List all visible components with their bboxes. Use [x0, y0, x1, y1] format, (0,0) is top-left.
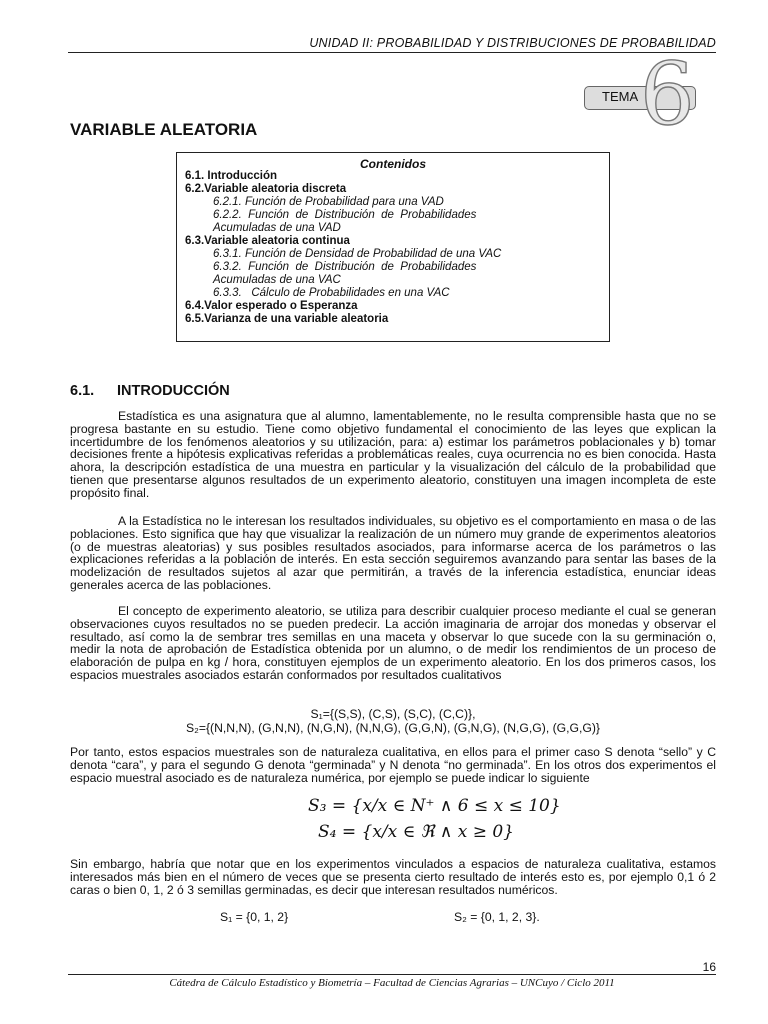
contents-box — [176, 152, 610, 342]
paragraph: Por tanto, estos espacios muestrales son de naturaleza cualitativa, en ellos para el primer caso S denota “sello” y C denota “cara”, y para el segundo G denota “germinada” y N denota “no germinada”. En los otros dos experimentos el espacio muestral asociado es de naturaleza numérica, por ejemplo se puede indicar lo siguiente — [70, 745, 716, 785]
section-title: INTRODUCCIÓN — [117, 383, 230, 399]
sample-space-s2: S₂={(N,N,N), (G,N,N), (N,G,N), (N,N,G), (G,G,N), (G,N,G), (N,G,G), (G,G,G)} — [185, 721, 600, 735]
toc-item: 6.4.Valor esperado o Esperanza — [185, 300, 358, 312]
toc-item: 6.2.Variable aleatoria discreta — [185, 183, 347, 195]
toc-item: 6.5.Varianza de una variable aleatoria — [185, 313, 389, 325]
paragraph: Sin embargo, habría que notar que en los experimentos vinculados a espacios de naturaleza cualitativa, estamos interesados más bien en el número de veces que se presenta cierto resultado de interés esto es, por ejemplo 0,1 ó 2 caras o bien 0, 1, 2 ó 3 semillas germinadas, es decir que interesan resultados numéricos. — [70, 857, 716, 897]
formula-s3: S₃ = {x/x ∈ N⁺ ∧ 6 ≤ x ≤ 10} — [308, 796, 561, 816]
paragraph: El concepto de experimento aleatorio, se utiliza para describir cualquier proceso mediante el cual se generan observaciones cuyos resultados no se pueden predecir. La acción imaginaria de arrojar dos monedas y observar el resultado, así como la de sembrar tres semillas en una maceta y observar lo que sucede con la su germinación o, medir la nota de aprobación de Estadística obtenida por un alumno, o de medir los rendimientos de un proceso de elaboración de pulpa en kg / hora, constituyen ejemplos de un experimento aleatorio. En los dos primeros casos, los espacios muestrales asociados estarán conformados por resultados cualitativos — [70, 604, 716, 682]
formula-s4: S₄ = {x/x ∈ ℜ ∧ x ≥ 0} — [318, 822, 514, 842]
toc-item: Acumuladas de una VAC — [213, 274, 341, 286]
section-heading — [70, 383, 230, 399]
running-header: UNIDAD II: PROBABILIDAD Y DISTRIBUCIONES DE PROBABILIDAD — [309, 36, 716, 50]
numeric-space-s2: S₂ = {0, 1, 2, 3}. — [454, 910, 540, 924]
section-number: 6.1. — [70, 383, 95, 399]
chapter-number-badge: 6 — [640, 45, 695, 145]
toc-item: 6.3.2. Función de Distribución de Probabilidades — [213, 261, 477, 273]
footer-text: Cátedra de Cálculo Estadístico y Biometría – Facultad de Ciencias Agrarias – UNCuyo / Ciclo 2011 — [169, 977, 615, 989]
toc-item: 6.2.1. Función de Probabilidad para una VAD — [213, 196, 444, 208]
paragraph: A la Estadística no le interesan los resultados individuales, su objetivo es el comportamiento en masa o de las poblaciones. Esto significa que hay que visualizar la realización de un número muy grande de experimentos aleatorios (o de muestras aleatorias) y sus posibles resultados asociados, para informarse acerca de los parámetros o las explicaciones referidas a la población de interés. En esta sección seguiremos avanzando para sentar las bases de la modelización de resultados sujetos al azar que permitirán, a través de la inferencia estadística, enunciar ideas generales acerca de las poblaciones. — [70, 514, 716, 592]
toc-item: Acumuladas de una VAD — [213, 222, 341, 234]
tema-label: TEMA — [602, 89, 639, 104]
toc-item: 6.3.1. Función de Densidad de Probabilidad de una VAC — [213, 248, 502, 260]
page-title: VARIABLE ALEATORIA — [70, 120, 258, 139]
toc-item: 6.1. Introducción — [185, 170, 278, 182]
paragraph: Estadística es una asignatura que al alumno, lamentablemente, no le resulta comprensible hasta que no se progresa bastante en su estudio. Tiene como objetivo fundamental el conocimiento de las leyes que explican la incertidumbre de los fenómenos aleatorios y su utilización, para: a) estimar los parámetros poblacionales y b) tomar decisiones frente a hipótesis explicativas referidas a problemáticas reales, cuya ocurrencia no es bien conocida. Hasta ahora, la descripción estadística de una muestra en particular y la visualización del cálculo de la probabilidad que tienen que presentarse algunos resultados de un experimento aleatorio, constituyen una imagen incompleta de este propósito final. — [70, 409, 716, 500]
toc-item: 6.3.Variable aleatoria continua — [185, 235, 350, 247]
toc-item: 6.2.2. Función de Distribución de Probabilidades — [213, 209, 477, 221]
contents-heading: Contenidos — [360, 157, 426, 171]
sample-space-s1: S₁={(S,S), (C,S), (S,C), (C,C)}, — [310, 707, 476, 721]
numeric-space-s1: S₁ = {0, 1, 2} — [220, 910, 289, 924]
footer-rule — [68, 974, 716, 975]
page-number: 16 — [702, 960, 716, 974]
toc-item: 6.3.3. Cálculo de Probabilidades en una VAC — [213, 287, 450, 299]
header-rule — [68, 52, 716, 53]
